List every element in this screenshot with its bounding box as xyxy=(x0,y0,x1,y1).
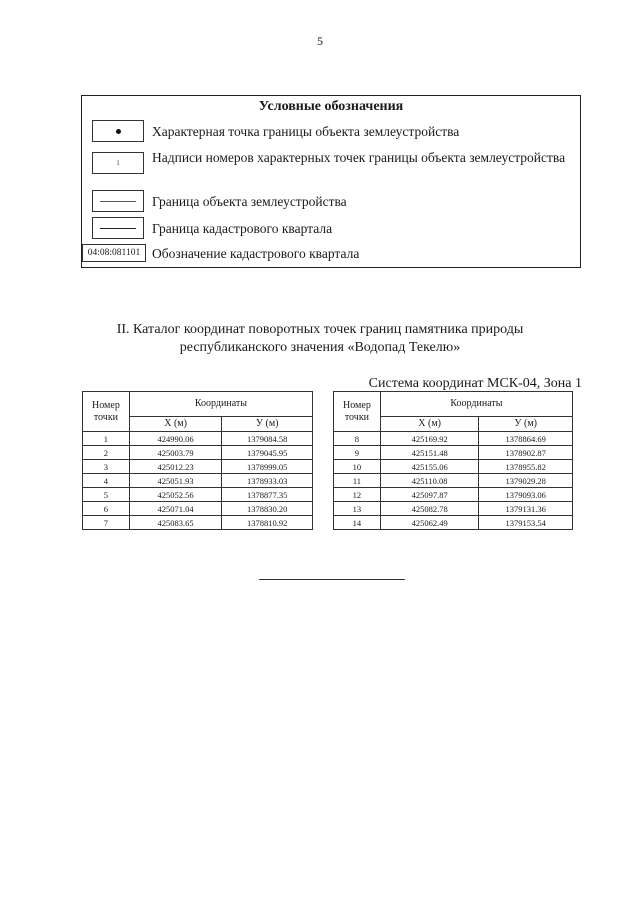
legend-label: Граница объекта землеустройства xyxy=(152,194,347,209)
x-coordinate-cell: 425012.23 xyxy=(129,460,222,474)
page-number: 5 xyxy=(317,34,323,48)
x-coordinate-cell: 425003.79 xyxy=(129,446,222,460)
x-coordinate-cell: 425151.48 xyxy=(380,446,479,460)
y-coordinate-cell: 1378933.03 xyxy=(222,474,313,488)
point-number-cell: 1 xyxy=(83,432,130,446)
legend-label: Обозначение кадастрового квартала xyxy=(152,246,360,261)
legend-label: Надписи номеров характерных точек границы объекта землеустройства xyxy=(152,150,566,165)
point-number-cell: 14 xyxy=(334,516,381,530)
table-row xyxy=(83,460,313,474)
point-number-cell: 11 xyxy=(334,474,381,488)
table-row xyxy=(334,502,573,516)
point-number-cell: 8 xyxy=(334,432,381,446)
table-row xyxy=(334,446,573,460)
x-coordinate-cell: 425155.06 xyxy=(380,460,479,474)
x-header: X (м) xyxy=(380,417,479,432)
y-coordinate-cell: 1379093.06 xyxy=(479,488,573,502)
line-icon xyxy=(100,228,136,229)
y-coordinate-cell: 1378999.05 xyxy=(222,460,313,474)
legend-title: Условные обозначения xyxy=(258,99,404,114)
heading-line-1: II. Каталог координат поворотных точек границ памятника природы xyxy=(116,322,524,337)
table-row xyxy=(83,474,313,488)
legend-box xyxy=(81,95,581,268)
cadastral-code-symbol: 04:08:081101 xyxy=(82,244,146,262)
point-no-header: Номер точки xyxy=(83,392,130,432)
x-coordinate-cell: 425051.93 xyxy=(129,474,222,488)
label-symbol xyxy=(92,152,144,174)
x-header: X (м) xyxy=(129,417,222,432)
x-coordinate-cell: 425169.92 xyxy=(380,432,479,446)
y-header: У (м) xyxy=(479,417,573,432)
heading-line-2: республиканского значения «Водопад Текелю» xyxy=(179,340,461,355)
point-no-header: Номер точки xyxy=(334,392,381,432)
y-coordinate-cell: 1379045.95 xyxy=(222,446,313,460)
x-coordinate-cell: 425082.78 xyxy=(380,502,479,516)
table-row xyxy=(334,516,573,530)
coordinates-table-left xyxy=(82,391,313,530)
x-coordinate-cell: 425097.87 xyxy=(380,488,479,502)
y-coordinate-cell: 1379084.58 xyxy=(222,432,313,446)
x-coordinate-cell: 425062.49 xyxy=(380,516,479,530)
point-symbol xyxy=(92,120,144,142)
y-coordinate-cell: 1378810.92 xyxy=(222,516,313,530)
table-row xyxy=(83,432,313,446)
boundary-symbol xyxy=(92,190,144,212)
y-coordinate-cell: 1378830.20 xyxy=(222,502,313,516)
table-row xyxy=(334,474,573,488)
point-number-cell: 13 xyxy=(334,502,381,516)
y-coordinate-cell: 1378877.35 xyxy=(222,488,313,502)
table-row xyxy=(83,488,313,502)
table-row xyxy=(334,432,573,446)
table-row xyxy=(334,460,573,474)
y-coordinate-cell: 1378902.87 xyxy=(479,446,573,460)
coordinate-system: Система координат МСК-04, Зона 1 xyxy=(368,376,582,391)
x-coordinate-cell: 425110.08 xyxy=(380,474,479,488)
table-row xyxy=(83,502,313,516)
point-number-cell: 5 xyxy=(83,488,130,502)
y-coordinate-cell: 1379131.36 xyxy=(479,502,573,516)
y-coordinate-cell: 1379153.54 xyxy=(479,516,573,530)
point-number-cell: 7 xyxy=(83,516,130,530)
point-number-cell: 12 xyxy=(334,488,381,502)
point-number-cell: 9 xyxy=(334,446,381,460)
divider-line xyxy=(259,579,405,580)
y-coordinate-cell: 1378864.69 xyxy=(479,432,573,446)
point-number-cell: 6 xyxy=(83,502,130,516)
dot-icon xyxy=(116,129,121,134)
y-coordinate-cell: 1378955.82 xyxy=(479,460,573,474)
point-number-cell: 10 xyxy=(334,460,381,474)
line-icon xyxy=(100,201,136,202)
number-icon: 1 xyxy=(116,159,120,167)
coordinates-header: Координаты xyxy=(380,392,572,417)
y-header: У (м) xyxy=(222,417,313,432)
table-row xyxy=(83,446,313,460)
x-coordinate-cell: 425083.65 xyxy=(129,516,222,530)
point-number-cell: 4 xyxy=(83,474,130,488)
table-row xyxy=(83,516,313,530)
legend-label: Характерная точка границы объекта землеустройства xyxy=(152,124,460,139)
point-number-cell: 2 xyxy=(83,446,130,460)
x-coordinate-cell: 424990.06 xyxy=(129,432,222,446)
x-coordinate-cell: 425052.56 xyxy=(129,488,222,502)
legend-label: Граница кадастрового квартала xyxy=(152,221,333,236)
x-coordinate-cell: 425071.04 xyxy=(129,502,222,516)
point-number-cell: 3 xyxy=(83,460,130,474)
y-coordinate-cell: 1379029.28 xyxy=(479,474,573,488)
coordinates-header: Координаты xyxy=(129,392,312,417)
coordinates-table-right xyxy=(333,391,573,530)
cadastral-boundary-symbol xyxy=(92,217,144,239)
catalog-heading xyxy=(60,321,580,357)
table-row xyxy=(334,488,573,502)
